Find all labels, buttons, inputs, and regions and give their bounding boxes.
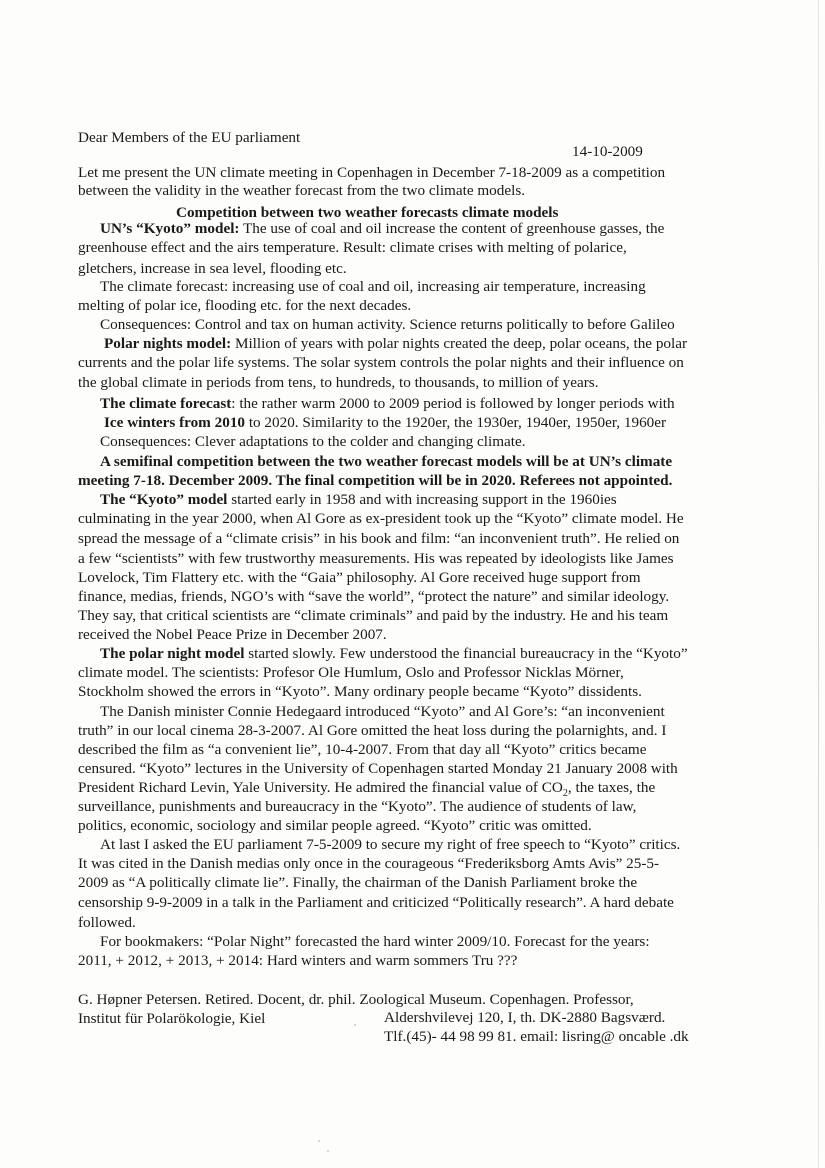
paragraph-line (100, 395, 675, 413)
paragraph-line: received the Nobel Peace Prize in December 2007. (78, 626, 387, 643)
paragraph-text: Million of years with polar nights created the deep, polar oceans, the polar (234, 335, 688, 352)
paragraph-line: Consequences: Clever adaptations to the colder and changing climate. (100, 433, 526, 450)
paragraph-text: President Richard Levin, Yale University. He admired the financial value of CO (78, 779, 563, 796)
paragraph-line: For bookmakers: “Polar Night” forecasted the hard winter 2009/10. Forecast for the years: (100, 933, 650, 950)
section-heading: Competition between two weather forecasts climate models (176, 204, 559, 221)
paragraph-line: The climate forecast: increasing use of coal and oil, increasing air temperature, increasing (100, 278, 646, 295)
paragraph-line: censorship 9-9-2009 in a talk in the Parliament and criticized “Politically research”. A hard debate (78, 894, 674, 911)
scan-speck (354, 1024, 356, 1026)
paragraph-text: : the rather warm 2000 to 2009 period is followed by longer periods with (231, 395, 675, 412)
polar-night-label: The polar night model (100, 645, 245, 662)
paragraph-line: The Danish minister Connie Hedegaard introduced “Kyoto” and Al Gore’s: “an inconvenient (100, 703, 665, 720)
paragraph-line: the global climate in periods from tens, to hundreds, to thousands, to million of years. (78, 374, 599, 391)
paragraph-line (100, 491, 617, 509)
subscript: 2 (562, 788, 568, 800)
paragraph-line: greenhouse effect and the airs temperature. Result: climate crises with melting of polarice, (78, 239, 627, 256)
paragraph-line: censured. “Kyoto” lectures in the University of Copenhagen started Monday 21 January 2008 with (78, 760, 678, 777)
paragraph-line: It was cited in the Danish medias only once in the courageous “Frederiksborg Amts Avis” 25-5- (78, 855, 660, 872)
paragraph-line (104, 335, 687, 353)
signature-address: Aldershvilevej 120, I, th. DK-2880 Bagsværd. (384, 1009, 666, 1026)
letter-date: 14-10-2009 (572, 143, 643, 160)
paragraph-line: melting of polar ice, flooding etc. for the next decades. (78, 297, 412, 314)
paragraph-line: 2011, + 2012, + 2013, + 2014: Hard winters and warm sommers Tru ??? (78, 952, 518, 969)
signature-line: G. Høpner Petersen. Retired. Docent, dr. phil. Zoological Museum. Copenhagen. Professor, (78, 991, 634, 1008)
paragraph-text: started slowly. Few understood the financial bureaucracy in the “Kyoto” (244, 645, 688, 662)
paragraph-line: politics, economic, sociology and similar people agreed. “Kyoto” critic was omitted. (78, 817, 592, 834)
intro-line: Let me present the UN climate meeting in Copenhagen in December 7-18-2009 as a competition (78, 164, 666, 181)
scan-edge (818, 0, 819, 1168)
paragraph-line: followed. (78, 914, 136, 931)
paragraph-line: Stockholm showed the errors in “Kyoto”. Many ordinary people became “Kyoto” dissidents. (78, 683, 642, 700)
paragraph-line: 2009 as “A politically climate lie”. Finally, the chairman of the Danish Parliament broke the (78, 874, 638, 891)
paragraph-line: finance, medias, friends, NGO’s with “save the world”, “protect the nature” and similar ideology. (78, 588, 670, 605)
scan-speck (327, 1150, 329, 1152)
paragraph-line (104, 414, 666, 432)
kyoto-label: UN’s “Kyoto” model: (100, 220, 240, 237)
paragraph-text: , the taxes, the (567, 779, 656, 796)
paragraph-line: surveillance, punishments and bureaucracy in the “Kyoto”. The audience of students of law, (78, 798, 637, 815)
paragraph-line (100, 220, 664, 238)
polar-label: Polar nights model: (104, 335, 232, 352)
paragraph-line: climate model. The scientists: Profesor Ole Humlum, Oslo and Professor Nicklas Mörner, (78, 664, 624, 681)
paragraph-line (100, 645, 688, 663)
intro-line: between the validity in the weather forecast from the two climate models. (78, 182, 526, 199)
ice-winters-label: Ice winters from 2010 (104, 414, 246, 431)
paragraph-line: Consequences: Control and tax on human activity. Science returns politically to before Galileo (100, 316, 675, 333)
semifinal-line: A semifinal competition between the two weather forecast models will be at UN’s climate (100, 453, 673, 470)
forecast-label: The climate forecast (100, 395, 232, 412)
signature-line: Institut für Polarökologie, Kiel (78, 1010, 266, 1027)
scan-speck (318, 1140, 320, 1142)
paragraph-line: At last I asked the EU parliament 7-5-2009 to secure my right of free speech to “Kyoto” critics. (100, 836, 681, 853)
salutation: Dear Members of the EU parliament (78, 129, 301, 146)
paragraph-line: a few “scientists” with few trustworthy measurements. His was repeated by ideologists like James (78, 550, 674, 567)
paragraph-line: spread the message of a “climate crisis” in his book and film: “an inconvenient truth”. He relied on (78, 530, 680, 547)
signature-contact: Tlf.(45)- 44 98 99 81. email: lisring@ oncable .dk (384, 1028, 689, 1045)
semifinal-line: meeting 7-18. December 2009. The final competition will be in 2020. Referees not appointed. (78, 472, 673, 489)
paragraph-line: gletchers, increase in sea level, flooding etc. (78, 260, 347, 277)
paragraph-line: Lovelock, Tim Flattery etc. with the “Gaia” philosophy. Al Gore received huge support from (78, 569, 641, 586)
paragraph-line: truth” in our local cinema 28-3-2007. Al Gore omitted the heat loss during the polarnights, and. I (78, 722, 667, 739)
paragraph-text: to 2020. Similarity to the 1920er, the 1930er, 1940er, 1950er, 1960er (245, 414, 667, 431)
paragraph-line: culminating in the year 2000, when Al Gore as ex-president took up the “Kyoto” climate model. He (78, 510, 684, 527)
paragraph-text: The use of coal and oil increase the content of greenhouse gasses, the (243, 220, 665, 237)
paragraph-text: started early in 1958 and with increasing support in the 1960ies (227, 491, 617, 508)
paragraph-line: They say, that critical scientists are “climate criminals” and paid by the industry. He and his team (78, 607, 669, 624)
paragraph-line: currents and the polar life systems. The solar system controls the polar nights and their influence on (78, 354, 684, 371)
paragraph-line: described the film as “a convenient lie”, 10-4-2007. From that day all “Kyoto” critics became (78, 741, 647, 758)
kyoto-history-label: The “Kyoto” model (100, 491, 228, 508)
